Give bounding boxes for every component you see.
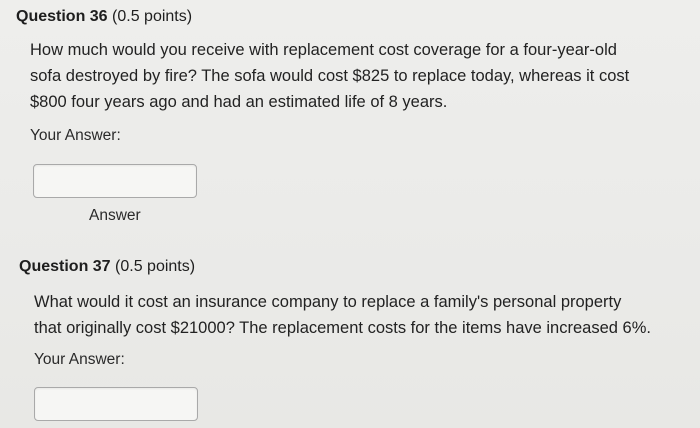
question-36-answer-input[interactable]	[33, 164, 197, 198]
question-37-number: Question 37	[19, 258, 111, 275]
question-37-points: (0.5 points)	[115, 258, 196, 275]
question-37-your-answer-label: Your Answer:	[34, 351, 125, 368]
question-36-title	[16, 8, 192, 26]
question-36-line-1: How much would you receive with replacement cost coverage for a four-year-old	[30, 41, 617, 59]
question-37-title	[19, 258, 195, 276]
question-37-line-1: What would it cost an insurance company to replace a family's personal property	[34, 293, 622, 311]
question-36-text	[30, 37, 629, 115]
question-37-text	[34, 289, 651, 341]
question-36-answer-caption: Answer	[89, 207, 141, 224]
question-36-line-2: sofa destroyed by fire? The sofa would cost $825 to replace today, whereas it cost	[30, 67, 630, 85]
question-36-line-3: $800 four years ago and had an estimated life of 8 years.	[30, 93, 448, 111]
question-36-points: (0.5 points)	[112, 8, 193, 25]
question-37-answer-input[interactable]	[34, 387, 198, 421]
question-37-line-2: that originally cost $21000? The replacement costs for the items have increased 6%.	[34, 319, 651, 337]
question-36-your-answer-label: Your Answer:	[30, 127, 121, 144]
question-36-number: Question 36	[16, 8, 108, 25]
